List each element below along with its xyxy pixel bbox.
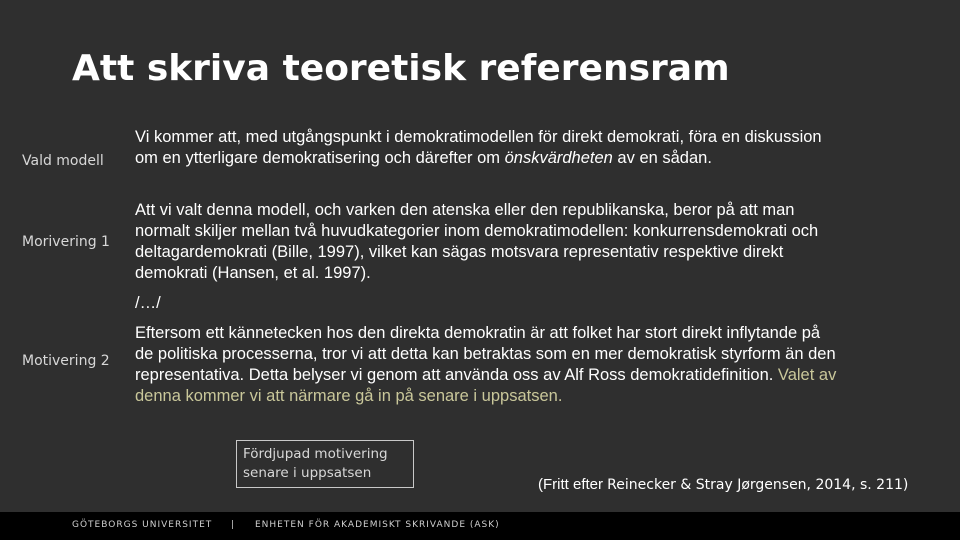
label-vald-modell: Vald modell bbox=[22, 153, 104, 169]
footer-separator: | bbox=[231, 520, 236, 530]
paragraph-motivation-2-highlight: Valet av denna kommer vi att närmare gå in på senare i uppsatsen. bbox=[135, 366, 837, 405]
paragraph-motivation-1: Att vi valt denna modell, och varken den atenska eller den republikanska, beror på att man normalt skiljer mellan två huvudkategorier inom demokratimodellen: konkurrensdemokrati och deltagardemokrati (Bille, 1997), vilket kan sägas motsvara representativ respektive direkt demokrati (Hansen, et al. 1997). bbox=[135, 201, 819, 282]
callout-box: Fördjupad motivering senare i uppsatsen bbox=[236, 440, 414, 488]
paragraph-chosen-model-text-1: Vi kommer att, med utgångspunkt i demokratimodellen för direkt demokrati, föra en diskussion om en ytterligare demokratisering och därefter om bbox=[135, 128, 822, 167]
citation-prefix: (Fritt efter bbox=[538, 476, 608, 493]
paragraph-chosen-model bbox=[135, 127, 840, 169]
paragraph-chosen-model-text-2: av en sådan. bbox=[612, 149, 712, 167]
paragraph-motivation-2-text: Eftersom ett kännetecken hos den direkta demokratin är att folket har stort direkt inflytande på de politiska processerna, tror vi att detta kan betraktas som en mer demokratisk styrform än den representativa. Detta belyser vi genom att använda oss av Alf Ross demokratidefinition. bbox=[135, 324, 836, 384]
footer-university: GÖTEBORGS UNIVERSITET bbox=[72, 520, 213, 530]
label-motivering-2: Motivering 2 bbox=[22, 353, 110, 369]
paragraph-motivation-2 bbox=[135, 323, 840, 407]
footer-unit: ENHETEN FÖR AKADEMISKT SKRIVANDE (ASK) bbox=[255, 520, 500, 530]
citation bbox=[538, 476, 908, 493]
label-motivering-1: Morivering 1 bbox=[22, 234, 110, 250]
slide-title: Att skriva teoretisk referensram bbox=[72, 48, 730, 89]
ellipsis-marker: /…/ bbox=[135, 294, 161, 312]
citation-source: Reinecker & Stray Jørgensen, 2014, s. 211) bbox=[607, 477, 909, 493]
paragraph-chosen-model-emphasis: önskvärdheten bbox=[504, 149, 613, 167]
footer-bar bbox=[0, 512, 960, 540]
